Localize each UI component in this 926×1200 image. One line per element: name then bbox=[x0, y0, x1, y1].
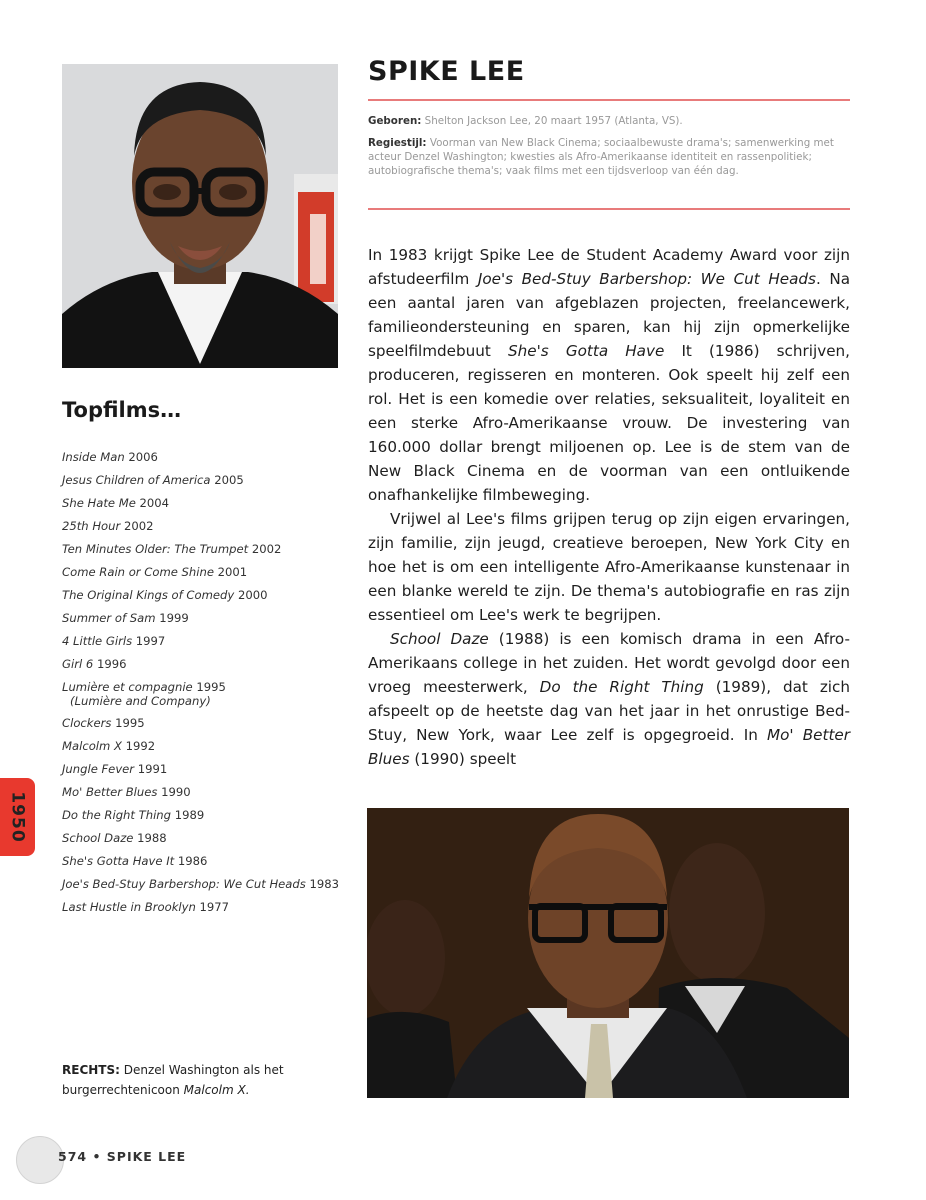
topfilm-item bbox=[62, 538, 352, 561]
topfilm-title: Last Hustle in Brooklyn bbox=[62, 900, 196, 914]
topfilm-title: Mo' Better Blues bbox=[62, 785, 158, 799]
topfilm-title: Ten Minutes Older: The Trumpet bbox=[62, 542, 249, 556]
topfilm-year: 1983 bbox=[309, 877, 340, 891]
topfilm-year: 2002 bbox=[251, 542, 282, 556]
topfilm-year: 2002 bbox=[123, 519, 154, 533]
topfilm-title: Malcolm X bbox=[62, 739, 122, 753]
style-value: Voorman van New Black Cinema; sociaalbewuste drama's; samenwerking met acteur Denzel Washington; kwesties als Afro-Amerikaanse identiteit en rassenpolitiek; autobiografische thema's; vaak films met een tijdsverloop van één dag. bbox=[368, 137, 834, 177]
topfilm-year: 2006 bbox=[128, 450, 158, 464]
topfilm-year: 1990 bbox=[161, 785, 191, 799]
topfilm-year: 1992 bbox=[125, 739, 156, 753]
born-label: Geboren: bbox=[368, 115, 422, 127]
film-title: Joe's Bed-Stuy Barbershop: We Cut Heads bbox=[477, 270, 816, 288]
topfilm-title: Come Rain or Come Shine bbox=[62, 565, 214, 579]
topfilm-item bbox=[62, 469, 352, 492]
topfilm-item bbox=[62, 607, 352, 630]
topfilm-item bbox=[62, 735, 352, 758]
topfilm-year: 1995 bbox=[196, 680, 226, 694]
topfilm-title: Summer of Sam bbox=[62, 611, 156, 625]
topfilm-year: 1996 bbox=[96, 657, 127, 671]
topfilm-title: Jungle Fever bbox=[62, 762, 135, 776]
born-fact bbox=[368, 114, 850, 128]
topfilm-item bbox=[62, 804, 352, 827]
topfilm-item bbox=[62, 712, 352, 735]
photo-caption bbox=[62, 1060, 302, 1100]
title-rule bbox=[368, 99, 850, 101]
topfilm-item bbox=[62, 896, 352, 919]
caption-label: RECHTS: bbox=[62, 1063, 120, 1077]
topfilm-item bbox=[62, 561, 352, 584]
topfilm-item bbox=[62, 781, 352, 804]
topfilm-title: 25th Hour bbox=[62, 519, 121, 533]
topfilm-title: She's Gotta Have It bbox=[62, 854, 175, 868]
topfilm-item bbox=[62, 758, 352, 781]
topfilm-year: 1991 bbox=[137, 762, 168, 776]
topfilm-year: 2005 bbox=[214, 473, 244, 487]
topfilm-item bbox=[62, 446, 352, 469]
topfilm-year: 1997 bbox=[135, 634, 166, 648]
topfilm-title: Jesus Children of America bbox=[62, 473, 211, 487]
topfilm-subtitle: (Lumière and Company) bbox=[70, 694, 211, 708]
decade-tab bbox=[0, 778, 35, 856]
paragraph-3: School Daze (1988) is een komisch drama in een Afro-Amerikaans college in het zuiden. Het wordt gevolgd door een vroeg meesterwerk, Do the Right Thing (1989), dat zich afspeelt op de heetste dag van het jaar in het onrustige Bed-Stuy, New York, waar Lee zelf is opgegroeid. In Mo' Better Blues (1990) speelt bbox=[368, 630, 850, 768]
facts-box bbox=[368, 114, 850, 186]
style-fact bbox=[368, 136, 850, 178]
topfilm-year: 1986 bbox=[177, 854, 208, 868]
topfilm-title: She Hate Me bbox=[62, 496, 136, 510]
film-title: Mo' Better Blues bbox=[368, 726, 850, 768]
topfilm-item bbox=[62, 653, 352, 676]
film-title: School Daze bbox=[390, 630, 489, 648]
topfilm-item bbox=[62, 492, 352, 515]
page-title: SPIKE LEE bbox=[368, 56, 525, 87]
topfilm-title: Lumière et compagnie bbox=[62, 680, 193, 694]
topfilm-year: 1989 bbox=[174, 808, 205, 822]
facts-rule bbox=[368, 208, 850, 210]
topfilm-item bbox=[62, 827, 352, 850]
topfilm-item bbox=[62, 676, 352, 708]
topfilm-item bbox=[62, 584, 352, 607]
topfilm-title: Girl 6 bbox=[62, 657, 94, 671]
style-label: Regiestijl: bbox=[368, 137, 427, 149]
born-value: Shelton Jackson Lee, 20 maart 1957 (Atlanta, VS). bbox=[424, 115, 683, 127]
film-title: She's Gotta Have bbox=[508, 342, 665, 360]
topfilm-title: Do the Right Thing bbox=[62, 808, 171, 822]
topfilm-year: 2004 bbox=[139, 496, 170, 510]
topfilm-title: Joe's Bed-Stuy Barbershop: We Cut Heads bbox=[62, 877, 306, 891]
watermark-logo bbox=[16, 1136, 64, 1184]
portrait-photo bbox=[62, 64, 338, 368]
topfilm-year: 2001 bbox=[217, 565, 248, 579]
topfilm-year: 1988 bbox=[137, 831, 167, 845]
article-body bbox=[368, 243, 850, 771]
decade-label: 1950 bbox=[7, 791, 28, 843]
film-title: Do the Right Thing bbox=[539, 678, 704, 696]
topfilm-item bbox=[62, 515, 352, 538]
paragraph-2: Vrijwel al Lee's films grijpen terug op zijn eigen ervaringen, zijn familie, zijn jeugd, creatieve beroepen, New York City en hoe het is om een intelligente Afro-Amerikaanse kunstenaar in een blanke wereld te zijn. De thema's autobiografie en ras zijn essentieel om Lee's werk te begrijpen. bbox=[368, 510, 850, 624]
topfilm-title: School Daze bbox=[62, 831, 134, 845]
topfilm-year: 1977 bbox=[199, 900, 230, 914]
topfilm-title: The Original Kings of Comedy bbox=[62, 588, 235, 602]
topfilm-item bbox=[62, 873, 352, 896]
topfilms-list bbox=[62, 446, 352, 919]
topfilm-year: 1995 bbox=[115, 716, 145, 730]
caption-text: Denzel Washington als het burgerrechtenicoon bbox=[62, 1063, 284, 1097]
topfilm-year: 1999 bbox=[159, 611, 189, 625]
topfilm-item bbox=[62, 850, 352, 873]
topfilm-title: 4 Little Girls bbox=[62, 634, 133, 648]
caption-film: Malcolm X. bbox=[183, 1083, 250, 1097]
film-still bbox=[367, 808, 849, 1098]
topfilm-title: Clockers bbox=[62, 716, 112, 730]
topfilms-heading: Topfilms… bbox=[62, 398, 182, 422]
paragraph-1: In 1983 krijgt Spike Lee de Student Academy Award voor zijn afstudeerfilm Joe's Bed-Stuy Barbershop: We Cut Heads. Na een aantal jaren van afgeblazen projecten, freelancewerk, familieondersteuning en sparen, kan hij zijn opmerkelijke speelfilmdebuut She's Gotta Have It (1986) schrijven, produceren, regisseren en monteren. Ook speelt hij zelf een rol. Het is een komedie over relaties, seksualiteit, loyaliteit en een sterke Afro-Amerikaanse vrouw. De investering van 160.000 dollar brengt miljoenen op. Lee is de stem van de New Black Cinema en de voorman van een ontluikende onafhankelijke filmbeweging. bbox=[368, 246, 850, 504]
topfilm-year: 2000 bbox=[237, 588, 268, 602]
topfilm-item bbox=[62, 630, 352, 653]
topfilm-title: Inside Man bbox=[62, 450, 125, 464]
page-folio: 574 • SPIKE LEE bbox=[58, 1149, 187, 1164]
